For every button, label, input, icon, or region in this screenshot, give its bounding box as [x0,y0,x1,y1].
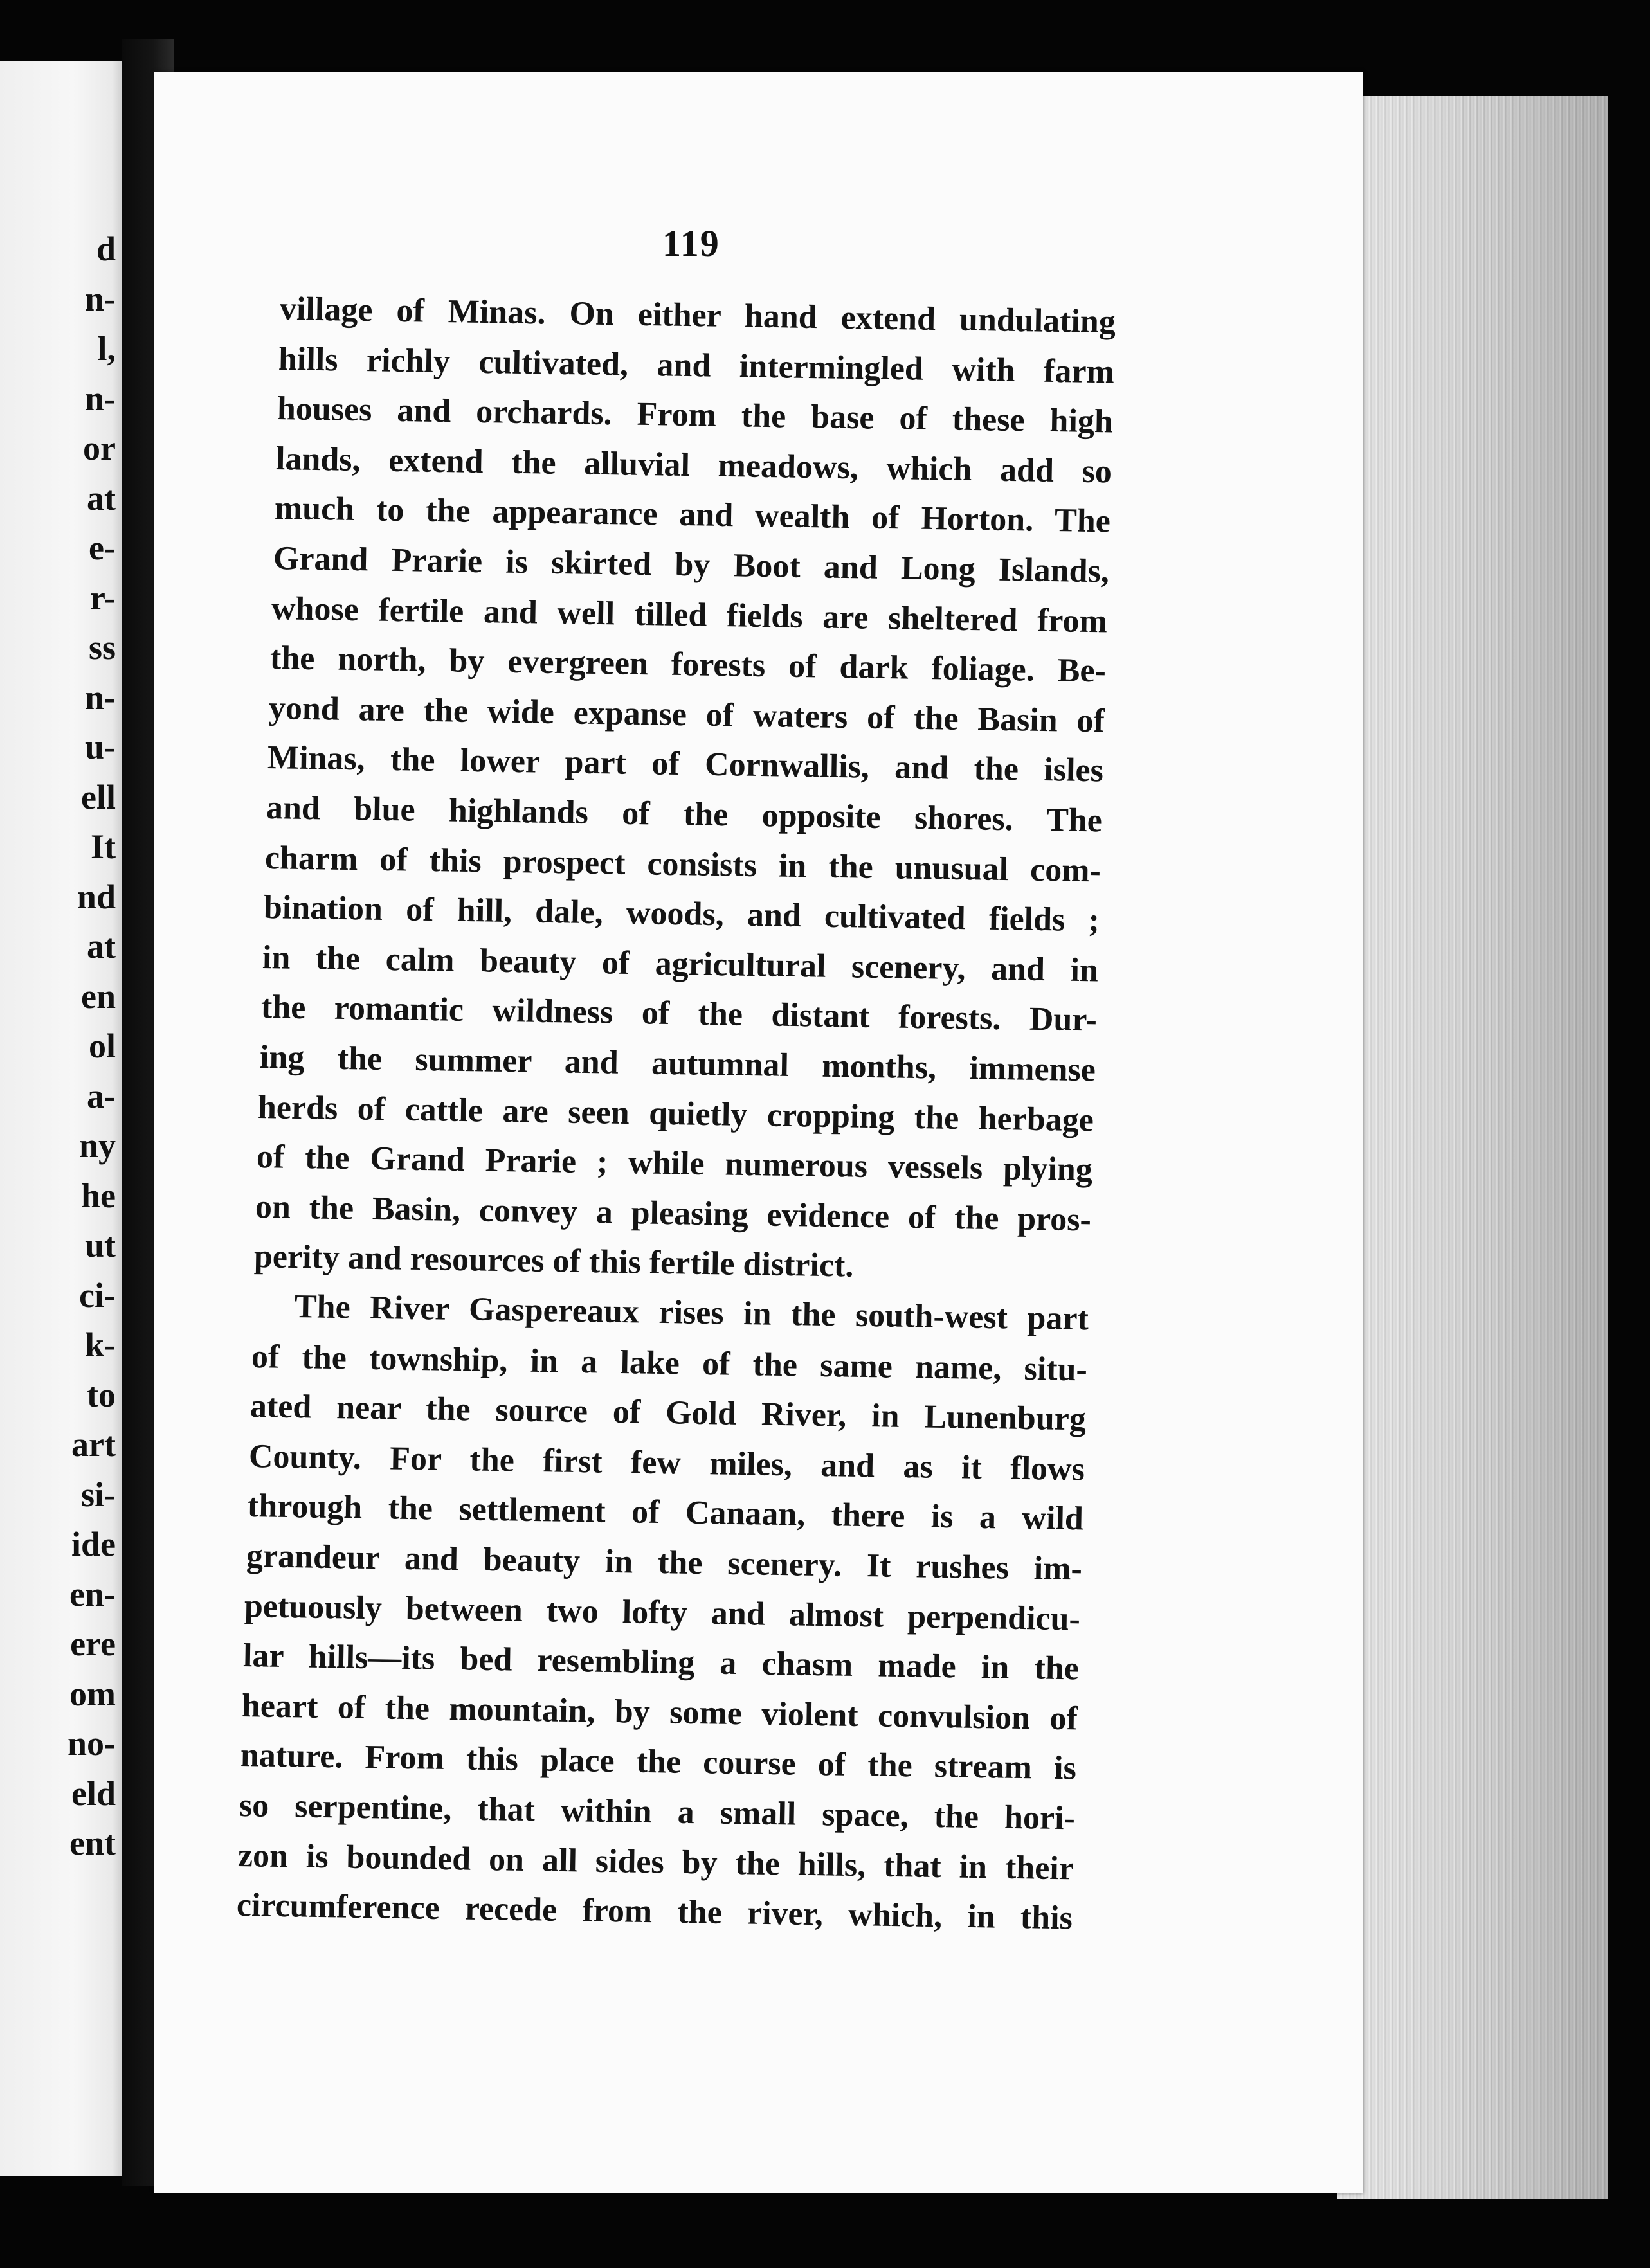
text-line: and blue highlands of the opposite shores. The [266,789,1103,840]
text-line: nature. From this place the course of the stream is [240,1737,1077,1787]
left-page-line-ending: or [83,429,116,467]
left-page-line-ending: ide [71,1525,116,1563]
left-page-line-ending: u- [84,728,116,766]
left-page-line-ending: ci- [79,1275,116,1315]
left-page-line-ending: a- [87,1076,116,1115]
left-page-line-ending: k- [84,1326,116,1364]
left-page-line-ending: he [81,1176,116,1215]
text-line: bination of hill, dale, woods, and cultivated fields ; [263,889,1100,939]
left-page-line-ending: si- [81,1475,116,1514]
left-page-line-ending: eld [71,1774,116,1813]
text-line: grandeur and beauty in the scenery. It rushes im- [246,1538,1082,1588]
text-line: so serpentine, that within a small space, the hori- [239,1787,1076,1837]
text-line: on the Basin, convey a pleasing evidence of the pros- [255,1188,1092,1239]
text-line: village of Minas. On either hand extend undulating [279,291,1116,341]
left-page-line-ending: l, [97,329,116,368]
left-page-line-ending: ss [88,628,116,667]
left-page-line-ending: art [71,1425,116,1464]
text-line: the romantic wildness of the distant forests. Dur- [260,989,1097,1039]
left-page-line-ending: It [91,827,116,866]
text-line: charm of this prospect consists in the unusual com- [264,839,1102,890]
left-page-line-ending: ent [69,1824,116,1862]
text-line: herds of cattle are seen quietly cropping the herbage [257,1088,1094,1139]
left-page-line-ending: en- [69,1574,116,1614]
text-line: houses and orchards. From the base of these high [277,390,1114,440]
left-page-line-ending: n- [84,678,116,717]
text-line: ing the summer and autumnal months, immense [259,1039,1096,1089]
left-page-line-ending: no- [67,1724,116,1763]
left-page-line-ending: ut [84,1226,116,1264]
text-line: ated near the source of Gold River, in Lunenburg [249,1388,1087,1438]
text-line: much to the appearance and wealth of Horton. The [274,490,1111,540]
left-page-line-ending: ell [81,777,116,816]
left-page-line-ending: ny [78,1126,116,1165]
text-line: heart of the mountain, by some violent convulsion of [241,1687,1078,1738]
left-page-line-ending: en [81,977,116,1016]
text-line: yond are the wide expanse of waters of the Basin of [268,689,1105,740]
text-line: the north, by evergreen forests of dark foliage. Be- [269,640,1107,690]
left-page-line-ending: n- [84,279,116,318]
text-line: through the settlement of Canaan, there is a wild [247,1488,1083,1538]
text-line: Grand Prarie is skirted by Boot and Long Islands, [273,540,1109,590]
left-page-line-ending: n- [84,379,116,418]
text-line: of the township, in a lake of the same name, situ- [251,1338,1088,1389]
left-page-line-ending: e- [89,528,116,567]
text-line: County. For the first few miles, and as it flows [248,1437,1085,1488]
left-page-line-ending: nd [77,877,116,916]
text-line: Minas, the lower part of Cornwallis, and the isles [267,739,1104,789]
text-line: hills richly cultivated, and intermingled with farm [278,340,1115,391]
text-line: perity and resources of this fertile district. [253,1238,854,1285]
left-page-line-ending: d [96,230,116,268]
page-number: 119 [662,222,720,264]
left-page-line-ending: to [87,1375,116,1414]
text-line: in the calm beauty of agricultural scenery, and in [262,939,1098,989]
left-page-line-ending: ol [88,1027,116,1065]
text-line: petuously between two lofty and almost perpendicu- [244,1587,1081,1638]
text-line: lands, extend the alluvial meadows, which add so [275,440,1112,491]
paragraph-start-line: The River Gaspereaux rises in the south-west part [294,1288,1089,1338]
text-line: zon is bounded on all sides by the hills, that in their [237,1837,1074,1887]
left-page-line-ending: om [69,1674,116,1713]
text-line: of the Grand Prarie ; while numerous vessels plying [256,1138,1093,1189]
left-page-line-ending: ere [70,1625,116,1663]
text-line: circumference recede from the river, which, in this [236,1887,1073,1937]
left-page-line-ending: r- [90,578,116,617]
left-page-line-ending: at [87,478,116,518]
text-line: whose fertile and well tilled fields are sheltered from [271,590,1108,640]
left-page-line-ending: at [87,927,116,966]
text-line: lar hills—its bed resembling a chasm made in the [242,1637,1080,1688]
